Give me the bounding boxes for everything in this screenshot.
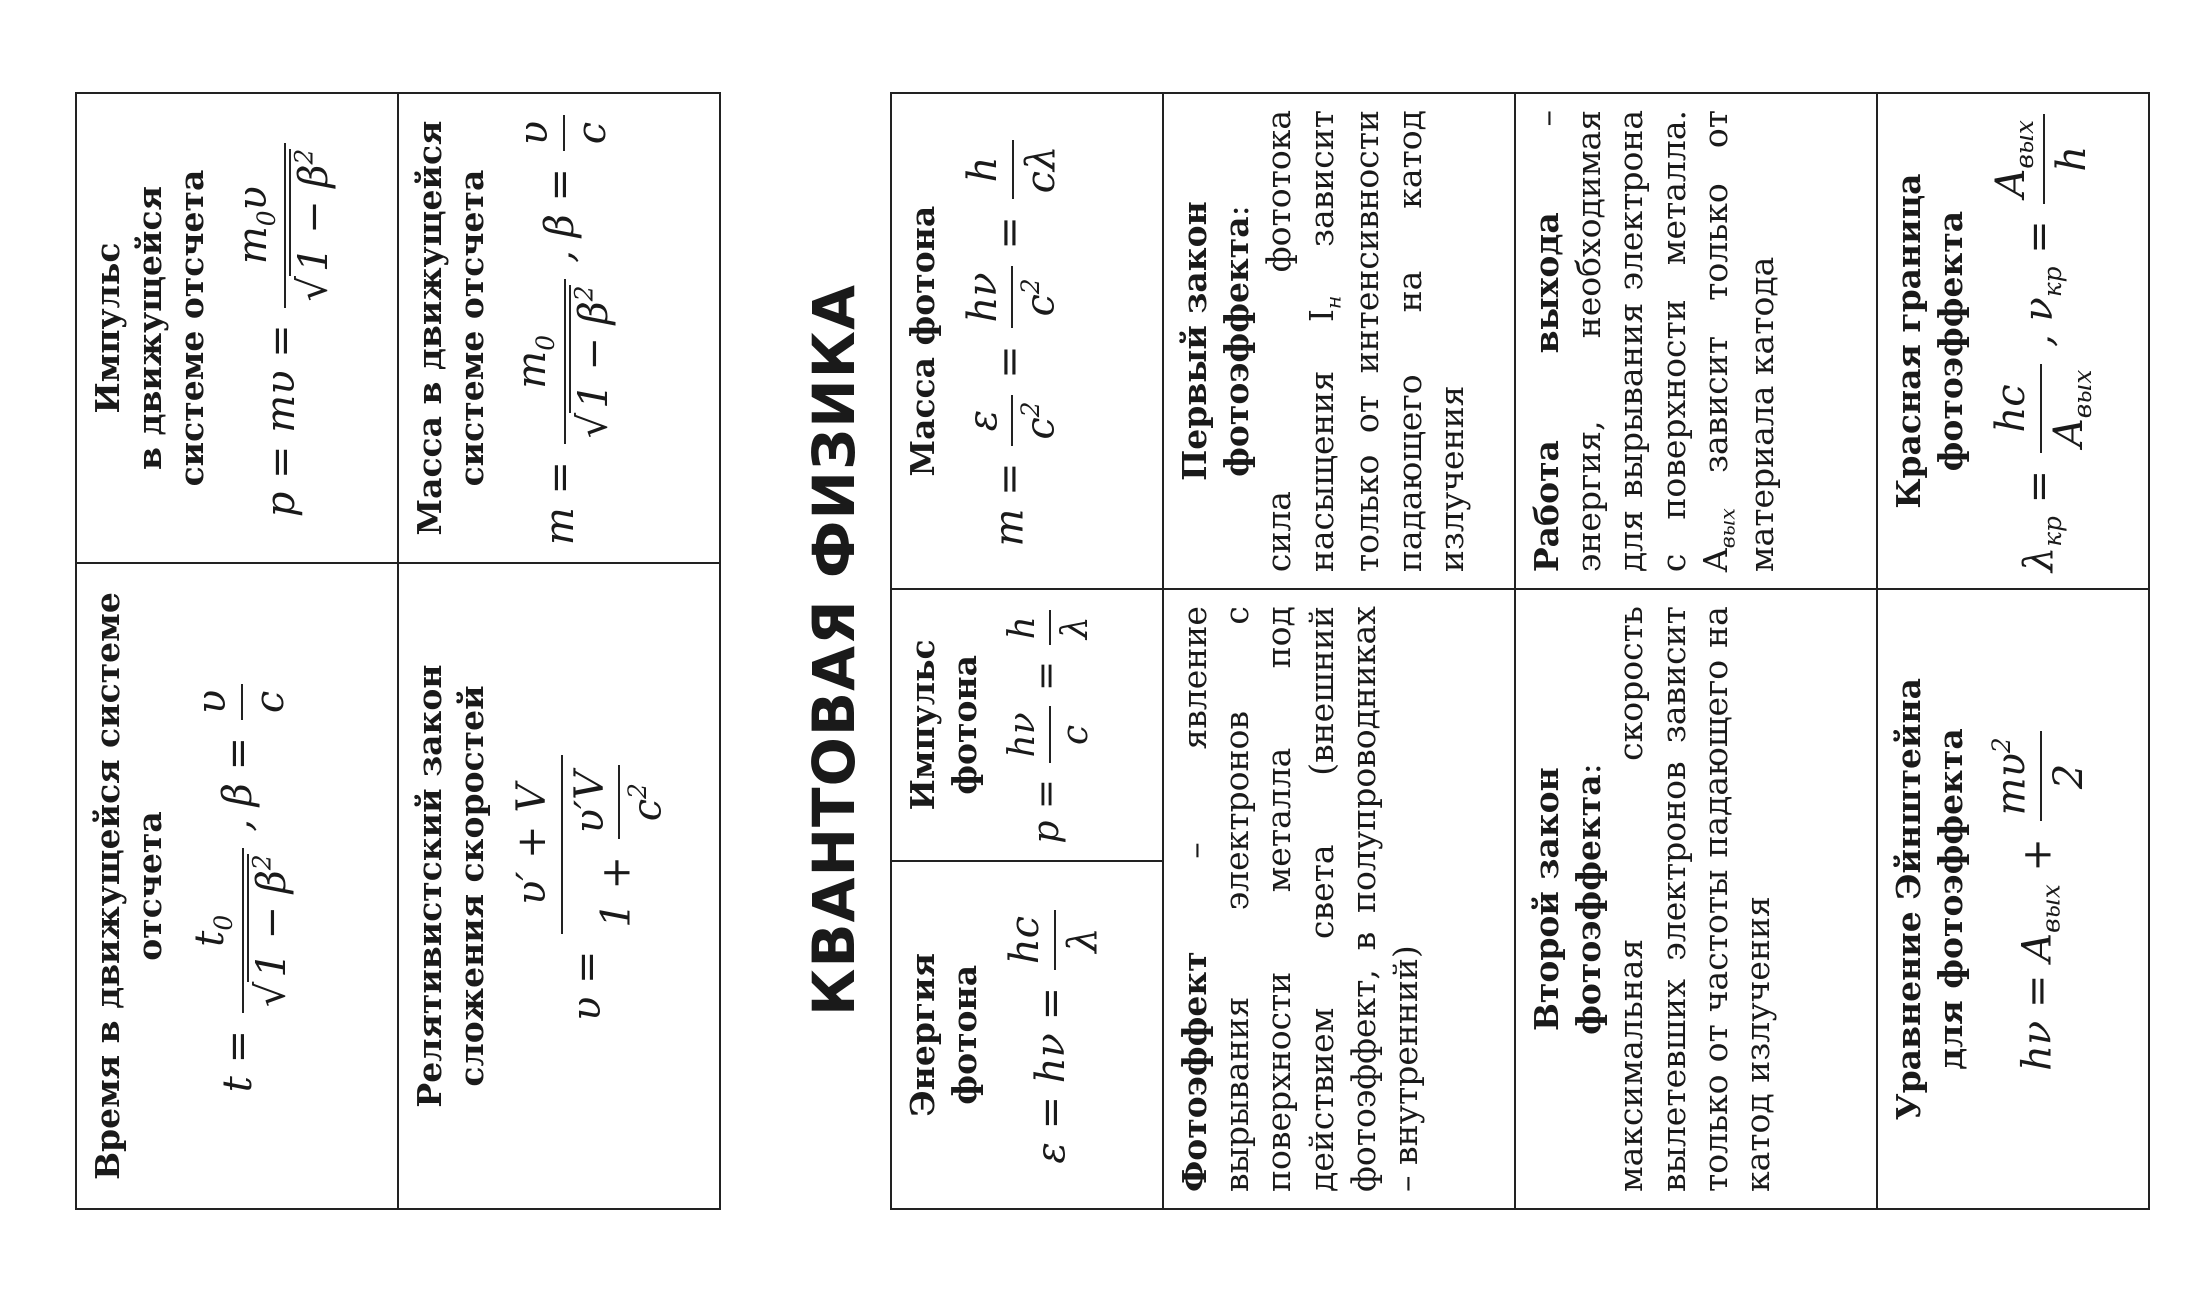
- photon-mass-lhs: m =: [986, 462, 1033, 547]
- impulse-title-1: Импульс: [903, 639, 942, 811]
- time-beta-den: c: [241, 684, 296, 720]
- red-limit-lambda: λ: [2016, 546, 2063, 573]
- time-den-sup: 2: [247, 854, 277, 871]
- photon-mass-den-1-sup: 2: [1016, 401, 1046, 418]
- time-fraction: $t_0$ $√1 - \beta^2$: [185, 848, 297, 1013]
- einstein-title-2: для фотоэффекта: [1931, 728, 1971, 1070]
- second-law-title-2: фотоэффекта: [1569, 774, 1609, 1035]
- impulse-num-1: hν: [1002, 712, 1044, 758]
- mass-den-sup: 2: [569, 285, 599, 302]
- mass-fraction: $m_0$ $√1 - \beta^2$: [507, 279, 619, 444]
- photon-mass-eq-2: =: [986, 216, 1033, 250]
- second-law-title-1: Второй закон: [1527, 767, 1566, 1031]
- photoeffect-term: Фотоэффект: [1175, 951, 1214, 1192]
- red-limit-title-1: Красная граница: [1889, 173, 1928, 509]
- impulse-eq: =: [1026, 660, 1068, 691]
- work-function-text-a: – энергия, необходимая для вырывания электрона с поверхности металла. A: [1527, 110, 1735, 573]
- einstein-num: mυ: [1988, 753, 2035, 816]
- impulse-lhs: p =: [1026, 778, 1068, 844]
- einstein-lhs: hν = A: [2014, 932, 2061, 1071]
- momentum-title-1: Импульс: [88, 242, 127, 414]
- photon-mass-fraction-3: [958, 140, 1066, 200]
- red-limit-fraction-2: [1986, 114, 2098, 204]
- velocity-formula: [507, 580, 673, 1192]
- time-den: 1 − β: [248, 870, 295, 978]
- first-law-text-sub: н: [1321, 295, 1346, 310]
- photon-mass-den-3: cλ: [1012, 140, 1067, 200]
- first-law-text: [1258, 110, 1473, 572]
- einstein-num-sup: 2: [1987, 737, 2017, 754]
- relativity-table: [75, 92, 721, 1210]
- time-num-sub: 0: [209, 914, 239, 931]
- red-limit-den-2: h: [2043, 114, 2098, 204]
- mass-title-2: системе отсчета: [452, 169, 492, 487]
- impulse-formula: [1000, 606, 1098, 843]
- time-cell: [76, 563, 398, 1209]
- velocity-num: υ′ + V: [509, 783, 556, 905]
- velocity-lhs: υ =: [564, 950, 611, 1021]
- impulse-num-2: h: [1002, 616, 1044, 640]
- energy-fraction: [1000, 910, 1108, 970]
- photon-mass-eq-1: =: [986, 345, 1033, 379]
- second-law-title-2-row: [1568, 606, 1610, 1192]
- time-beta-fraction: [187, 684, 295, 720]
- mass-beta-den: c: [563, 115, 618, 151]
- time-title: Время в движущейся системе отсчета: [88, 592, 170, 1180]
- velocity-title-1: Релятивистский закон: [410, 664, 449, 1108]
- photon-mass-title: Масса фотона: [903, 205, 942, 477]
- velocity-inner-fraction: [565, 765, 674, 839]
- energy-formula: [1000, 878, 1108, 1192]
- velocity-den-den-sup: 2: [622, 783, 652, 799]
- work-function-cell: [1515, 93, 1877, 589]
- einstein-plus: +: [2014, 838, 2061, 872]
- quantum-table: [890, 92, 2150, 1210]
- section-title: КВАНТОВАЯ ФИЗИКА: [800, 284, 868, 1016]
- red-limit-num-2-sub: вых: [2010, 120, 2040, 169]
- photon-mass-den-2: c: [1017, 294, 1064, 317]
- impulse-den-2: λ: [1049, 610, 1099, 645]
- mass-num-sub: 0: [531, 334, 561, 351]
- impulse-title-2: фотона: [945, 654, 985, 795]
- work-function-definition: [1526, 110, 1783, 572]
- impulse-cell: [891, 589, 1163, 860]
- photoeffect-text: – явление вырывания электронов с поверхности металла под действием света (внешний фотоэффект, в полупроводниках – внутренний): [1175, 606, 1426, 1192]
- first-law-text-a: сила фототока насыщения I: [1259, 110, 1341, 573]
- second-law-text: максимальная скорость вылетевших электронов зависит только от частоты падающего на катод излучения: [1611, 606, 1778, 1192]
- red-limit-lambda-sub: кр: [2038, 516, 2068, 547]
- red-limit-den-1-sub: вых: [2067, 369, 2097, 419]
- red-limit-formula: [1986, 110, 2098, 572]
- momentum-num: m: [229, 226, 276, 265]
- first-law-title-2: фотоэффекта: [1217, 216, 1257, 477]
- first-law-colon: :: [1217, 205, 1257, 217]
- photon-mass-formula: [958, 110, 1067, 572]
- work-function-term: Работа выхода: [1527, 212, 1566, 573]
- velocity-fraction: [507, 755, 673, 934]
- energy-cell: [891, 861, 1163, 1209]
- velocity-den-lead: 1 +: [593, 856, 640, 928]
- momentum-num-sub: 0: [251, 210, 281, 227]
- photon-mass-num-1: ε: [960, 409, 1007, 432]
- red-limit-num-1: hc: [1988, 384, 2035, 433]
- velocity-cell: [398, 563, 720, 1209]
- second-law-colon: :: [1569, 763, 1609, 775]
- first-law-title-2-row: [1216, 110, 1258, 572]
- red-limit-num-2: A: [1988, 168, 2035, 198]
- energy-num: hc: [1002, 916, 1049, 965]
- red-limit-fraction-1: [1986, 364, 2098, 454]
- work-function-text-sub: вых: [1715, 508, 1740, 549]
- einstein-title-1: Уравнение Эйнштейна: [1889, 677, 1928, 1121]
- photon-mass-cell: [891, 93, 1163, 589]
- impulse-fraction-1: [1000, 706, 1098, 763]
- mass-title-1: Масса в движущейся: [410, 120, 449, 536]
- impulse-den-1: c: [1049, 706, 1099, 763]
- momentum-title-3: системе отсчета: [172, 169, 212, 487]
- energy-den: λ: [1054, 910, 1109, 970]
- impulse-fraction-2: [1000, 610, 1098, 645]
- time-beta-num: υ: [189, 689, 236, 715]
- work-function-text-b: зависит только от материала катода: [1695, 110, 1781, 573]
- mass-beta-num: υ: [511, 120, 558, 146]
- momentum-num-tail: υ: [229, 186, 276, 211]
- velocity-title-2: сложения скоростей: [452, 685, 492, 1087]
- first-law-text-b: зависит только от интенсивности падающего на катод излучения: [1301, 110, 1471, 573]
- mass-cell: [398, 93, 720, 563]
- photon-mass-fraction-1: [958, 395, 1067, 445]
- momentum-cell: [76, 93, 398, 563]
- time-beta-lhs: , β =: [215, 736, 262, 832]
- mass-beta-lhs: , β =: [537, 167, 584, 263]
- momentum-title-2: в движущейся: [130, 186, 170, 470]
- time-lhs: t =: [215, 1029, 262, 1093]
- momentum-fraction: $m_0\upsilon$ $√1 - \beta^2$: [228, 143, 340, 308]
- red-limit-nu: , ν: [2016, 297, 2063, 347]
- mass-den: 1 − β: [570, 301, 617, 409]
- red-limit-eq-2: =: [2016, 220, 2063, 254]
- photon-mass-den-1: c: [1017, 417, 1064, 440]
- mass-formula: [507, 110, 619, 546]
- einstein-den: 2: [2040, 731, 2095, 821]
- velocity-den-num: υ′V: [566, 771, 613, 834]
- einstein-lhs-sub: вых: [2036, 884, 2066, 933]
- velocity-den-den: c: [624, 798, 671, 822]
- momentum-lhs: p = mυ =: [257, 324, 304, 518]
- einstein-cell: [1877, 589, 2149, 1209]
- photon-mass-den-2-sup: 2: [1016, 278, 1046, 295]
- red-limit-den-1: A: [2045, 418, 2092, 448]
- mass-lhs: m =: [537, 460, 584, 546]
- einstein-formula: [1986, 606, 2095, 1192]
- momentum-den: 1 − β: [290, 164, 337, 273]
- photoeffect-definition: [1174, 606, 1427, 1192]
- photon-mass-num-2: hν: [960, 272, 1007, 323]
- second-law-cell: [1515, 589, 1877, 1209]
- time-num: t: [187, 930, 234, 947]
- photoeffect-cell: [1163, 589, 1515, 1209]
- energy-title: Энергия фотона: [903, 953, 985, 1117]
- photon-mass-fraction-2: [958, 266, 1067, 328]
- momentum-den-sup: 2: [289, 148, 319, 165]
- photon-mass-num-3: h: [960, 156, 1007, 183]
- time-formula: [185, 580, 297, 1192]
- red-limit-nu-sub: кр: [2038, 266, 2068, 298]
- first-law-title-1: Первый закон: [1175, 201, 1214, 481]
- red-limit-eq-1: =: [2016, 469, 2063, 504]
- einstein-fraction: [1986, 731, 2095, 821]
- momentum-formula: [228, 110, 340, 546]
- energy-lhs: ε = hν =: [1028, 986, 1075, 1164]
- mass-num: m: [509, 350, 556, 389]
- red-limit-cell: [1877, 93, 2149, 589]
- red-limit-title-2: фотоэффекта: [1931, 210, 1971, 472]
- first-law-cell: [1163, 93, 1515, 589]
- mass-beta-fraction: [509, 115, 617, 151]
